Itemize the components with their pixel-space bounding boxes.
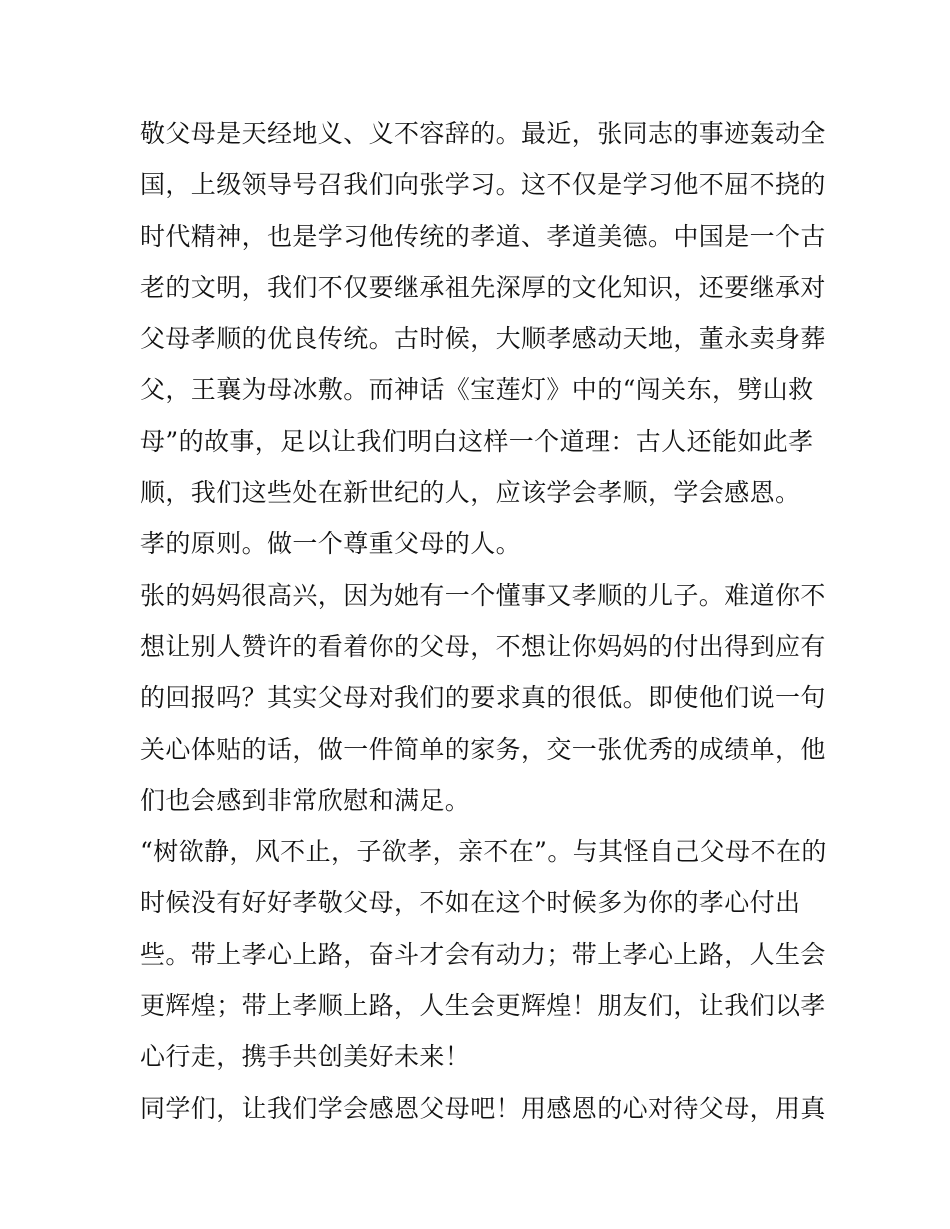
text-line: 国，上级领导号召我们向张学习。这不仅是学习他不屈不挠的 — [140, 170, 826, 200]
text-line: 关心体贴的话，做一件简单的家务，交一张优秀的成绩单，他 — [140, 734, 826, 764]
text-line: 同学们，让我们学会感恩父母吧！用感恩的心对待父母，用真 — [140, 1093, 826, 1123]
text-line: 老的文明，我们不仅要继承祖先深厚的文化知识，还要继承对 — [140, 272, 826, 302]
text-line: 时候没有好好孝敬父母，不如在这个时候多为你的孝心付出 — [140, 888, 801, 918]
text-line: “树欲静，风不止，子欲孝，亲不在”。与其怪自己父母不在的 — [140, 837, 827, 867]
text-line: 敬父母是天经地义、义不容辞的。最近，张同志的事迹轰动全 — [140, 119, 826, 148]
text-line: 父，王襄为母冰敷。而神话《宝莲灯》中的“闯关东，劈山救 — [140, 375, 814, 405]
text-line: 想让别人赞许的看着你的父母，不想让你妈妈的付出得到应有 — [140, 631, 826, 661]
text-line: 顺，我们这些处在新世纪的人，应该学会孝顺，学会感恩。 — [140, 478, 801, 508]
text-line: 张的妈妈很高兴，因为她有一个懂事又孝顺的儿子。难道你不 — [140, 580, 826, 610]
text-line: 们也会感到非常欣慰和满足。 — [140, 785, 471, 815]
body-text — [140, 108, 827, 1134]
text-line: 些。带上孝心上路，奋斗才会有动力；带上孝心上路，人生会 — [140, 939, 826, 969]
text-line: 父母孝顺的优良传统。古时候，大顺孝感动天地，董永卖身葬 — [140, 324, 826, 354]
text-line: 孝的原则。做一个尊重父母的人。 — [140, 529, 522, 559]
text-line: 母”的故事，足以让我们明白这样一个道理：古人还能如此孝 — [140, 426, 814, 456]
text-line: 的回报吗？其实父母对我们的要求真的很低。即使他们说一句 — [140, 683, 826, 713]
text-line: 时代精神，也是学习他传统的孝道、孝道美德。中国是一个古 — [140, 221, 826, 251]
text-line: 更辉煌；带上孝顺上路，人生会更辉煌！朋友们，让我们以孝 — [140, 991, 826, 1021]
text-line: 心行走，携手共创美好未来！ — [140, 1042, 471, 1072]
